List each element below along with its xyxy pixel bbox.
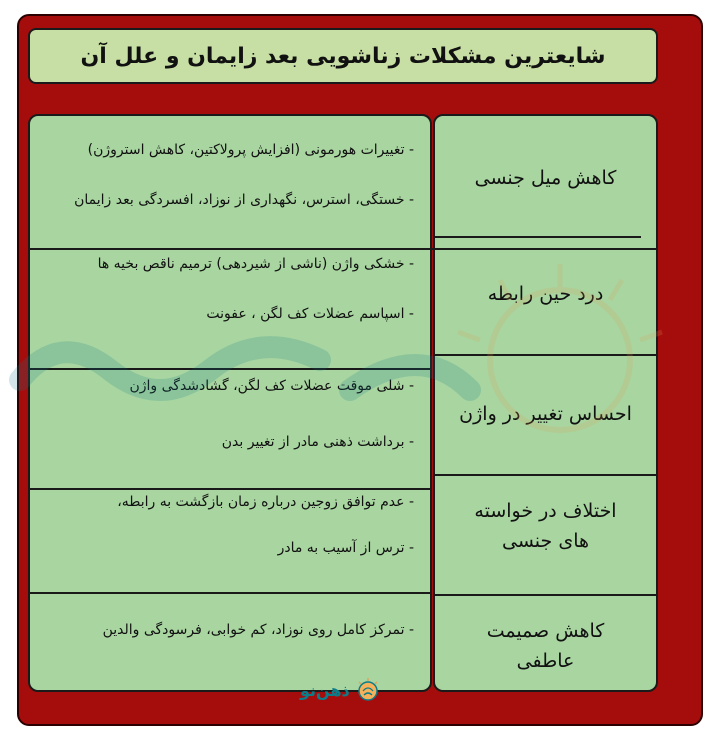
table-divider [30,592,430,594]
row-3-bullet-1: - شلی موقت عضلات کف لگن، گشادشدگی واژن [129,378,414,394]
row-3-bullet-2: - برداشت ذهنی مادر از تغییر بدن [221,434,414,450]
row-5-bullet-1: - تمرکز کامل روی نوزاد، کم خوابی، فرسودگی والدین [102,622,414,638]
causes-panel [28,114,432,692]
table-divider [30,488,430,490]
row-4-category-line1: اختلاف در خواسته [474,500,617,522]
row-5-category-line2: عاطفی [516,650,575,672]
row-5-category [435,616,656,676]
row-divider [435,354,658,356]
row-2-category-label: درد حین رابطه [487,283,604,305]
brand-logo-text: ذهن‌نو [300,680,350,700]
row-1-category [435,160,656,196]
row-3-category-label: احساس تغییر در واژن [459,403,632,425]
row-2-bullet-2: - اسپاسم عضلات کف لگن ، عفونت [206,306,414,322]
title-banner [28,28,658,84]
row-4-bullet-2: - ترس از آسیب به مادر [277,540,414,556]
categories-panel [433,114,658,692]
row-1-bullet-1: - تغییرات هورمونی (افزایش پرولاکتین، کاهش استروژن) [87,142,414,158]
page-title: شایعترین مشکلات زناشویی بعد زایمان و علل آن [80,43,606,69]
row-3-category [435,396,656,432]
row-2-category [435,276,656,312]
row-divider [435,594,658,596]
row-divider [435,236,641,238]
row-1-bullet-2: - خستگی، استرس، نگهداری از نوزاد، افسردگی بعد زایمان [74,192,414,208]
row-1-category-label: کاهش میل جنسی [474,167,617,189]
table-divider [30,368,430,370]
brain-lightbulb-icon [354,676,382,704]
row-2-bullet-1: - خشکی واژن (ناشی از شیردهی) ترمیم ناقص بخیه ها [97,256,414,272]
row-4-category-line2: های جنسی [502,530,589,552]
row-4-bullet-1: - عدم توافق زوجین درباره زمان بازگشت به رابطه، [117,494,414,510]
table-divider [30,248,658,250]
row-divider [435,474,658,476]
brand-logo [300,676,382,704]
row-5-category-line1: کاهش صمیمت [486,620,605,642]
row-4-category [435,496,656,556]
